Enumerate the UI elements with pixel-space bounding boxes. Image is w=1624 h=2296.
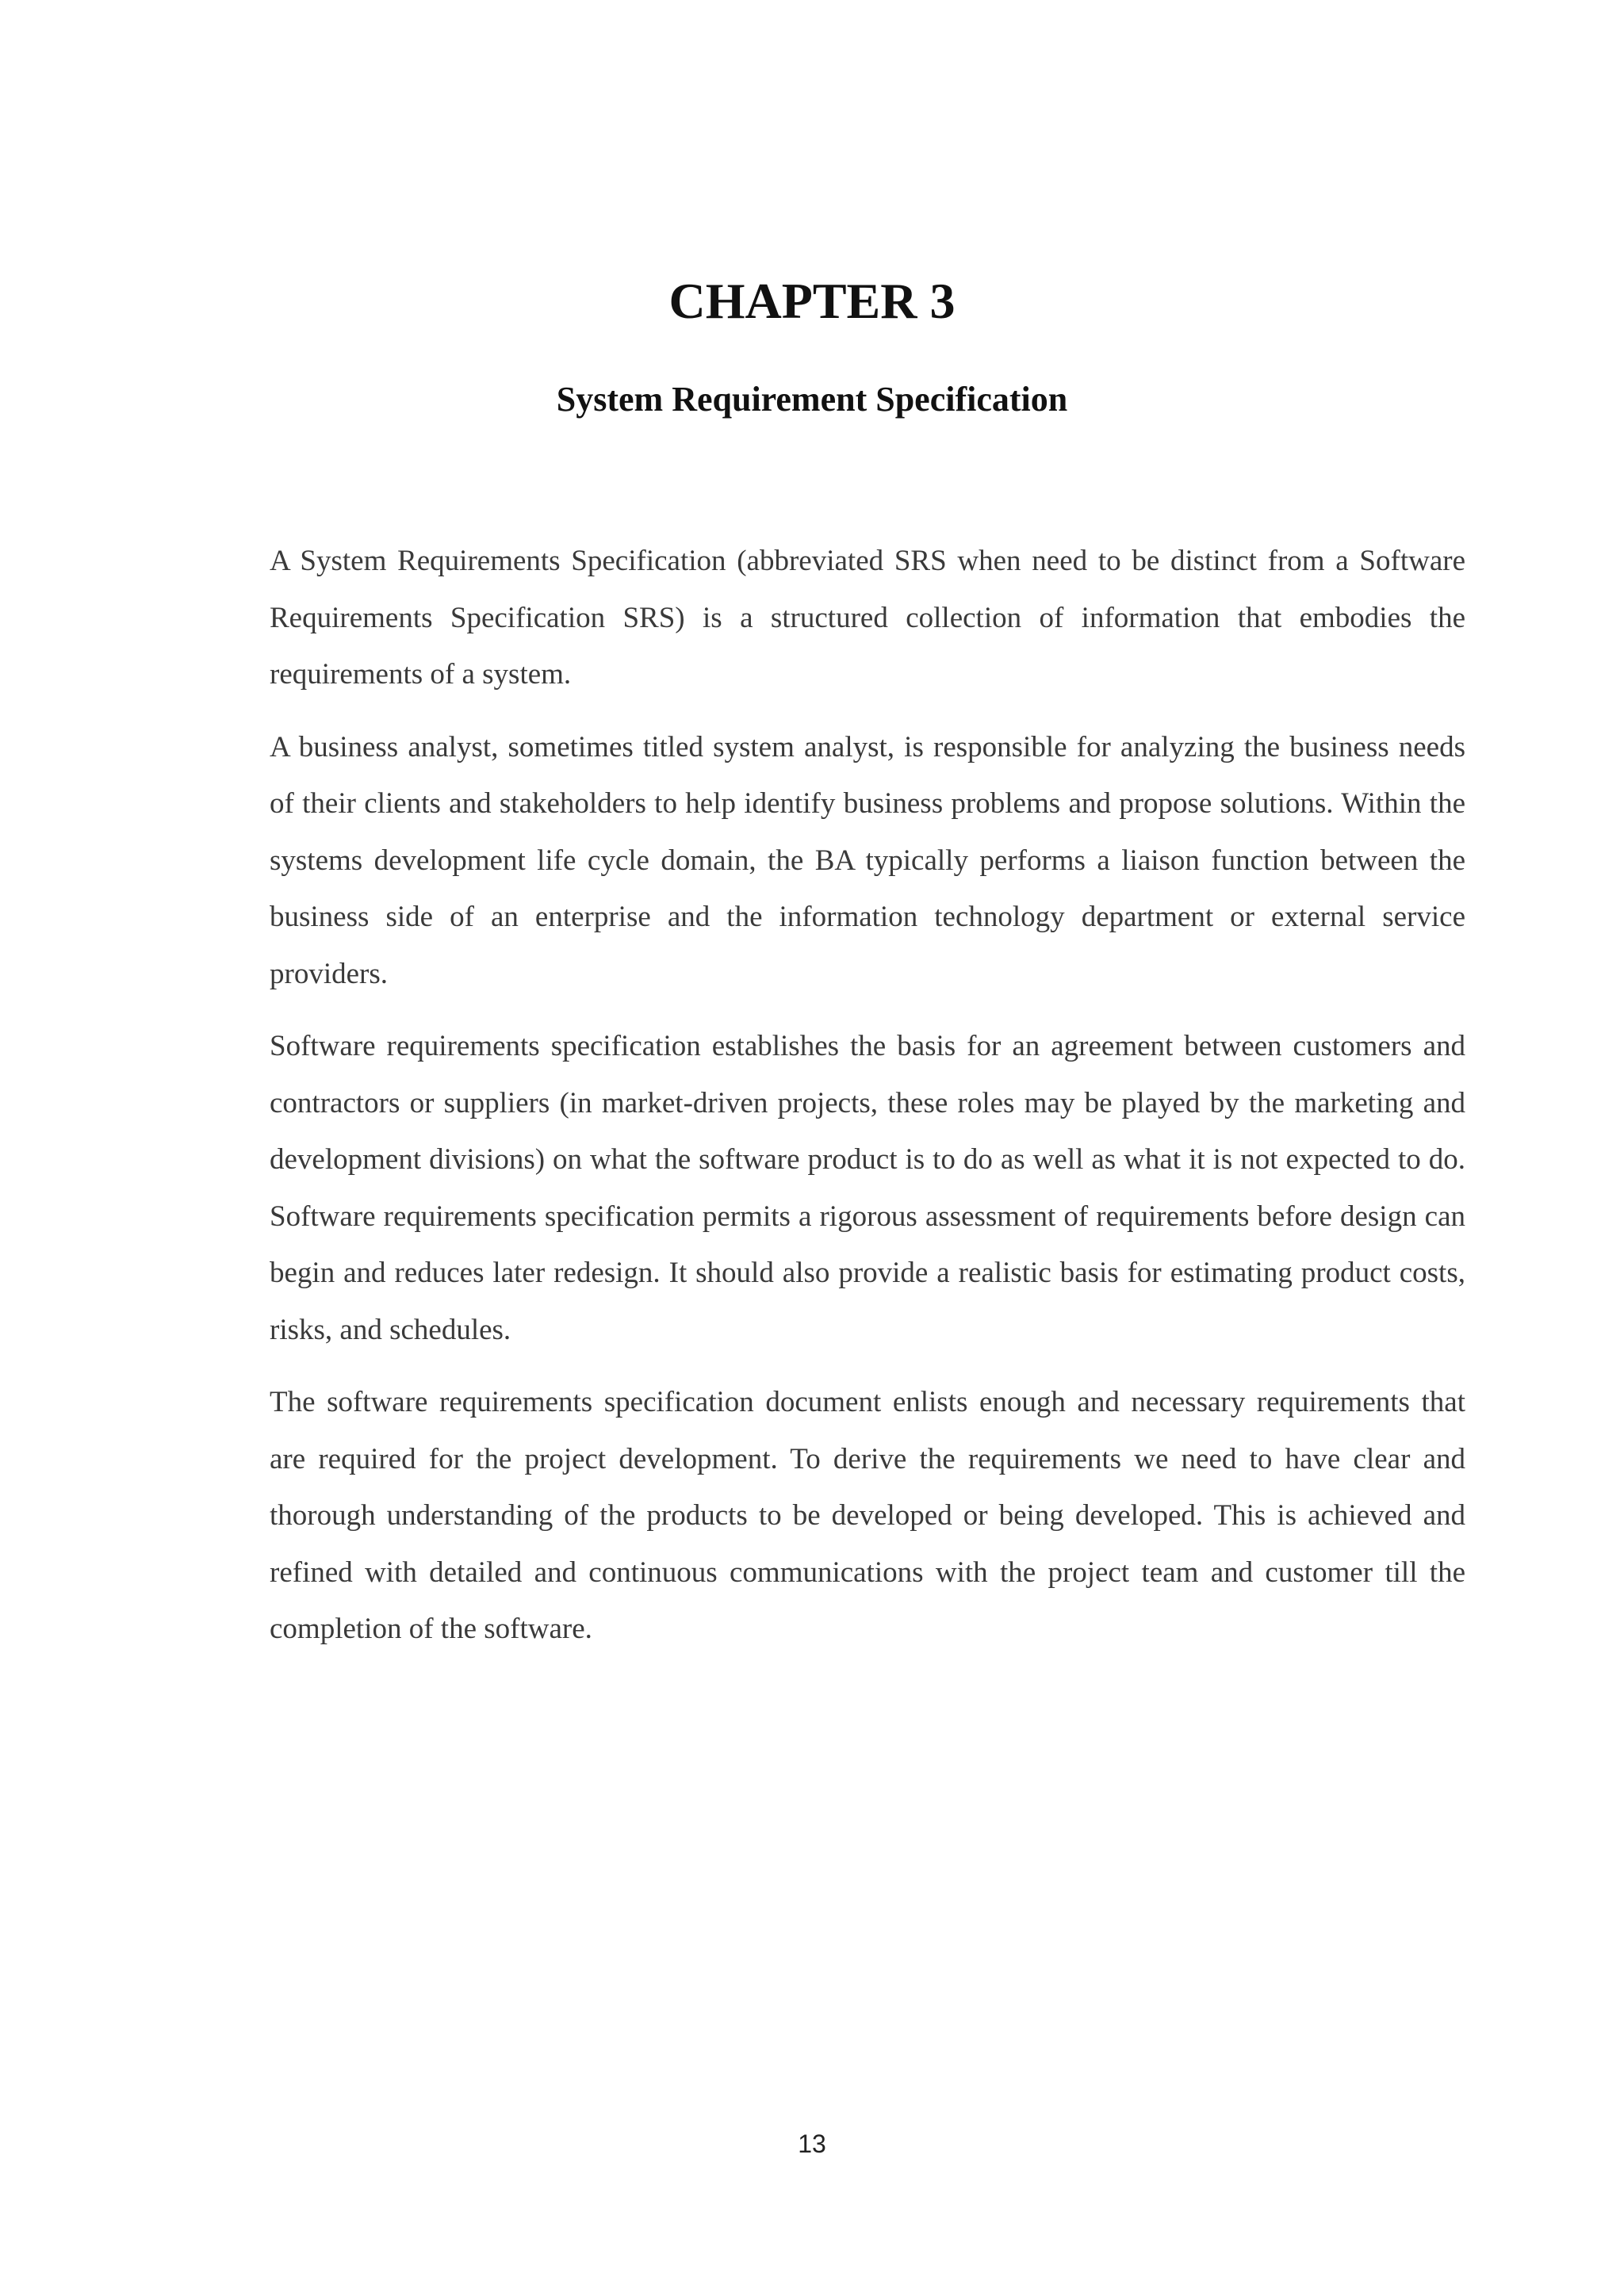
paragraph-srs-document: The software requirements specification document enlists enough and necessary requirements that are required for the project development. To derive the requirements we need to have clear and thorough understanding of the products to be developed or being developed. This is achieved and refined with detailed and continuous communications with the project team and customer till the completion of the software. [270,1386,1465,1645]
chapter-heading: CHAPTER 3 [668,273,956,329]
chapter-title: System Requirement Specification [556,380,1068,419]
paragraph-srs-definition: A System Requirements Specification (abbreviated SRS when need to be distinct from a Software Requirements Specification SRS) is a structured collection of information that embodies the requirements of a system. [270,545,1465,691]
body-text [270,533,1465,1674]
paragraph-business-analyst: A business analyst, sometimes titled system analyst, is responsible for analyzing the business needs of their clients and stakeholders to help identify business problems and propose solutions. Within the systems development life cycle domain, the BA typically performs a liaison function between the business side of an enterprise and the information technology department or external service providers. [270,730,1465,990]
page-number: 13 [798,2130,826,2158]
paragraph-srs-purpose: Software requirements specification establishes the basis for an agreement between customers and contractors or suppliers (in market-driven projects, these roles may be played by the marketing and development divisions) on what the software product is to do as well as what it is not expected to do. Software requirements specification permits a rigorous assessment of requirements before design can begin and reduces later redesign. It should also provide a realistic basis for estimating product costs, risks, and schedules. [270,1030,1465,1346]
